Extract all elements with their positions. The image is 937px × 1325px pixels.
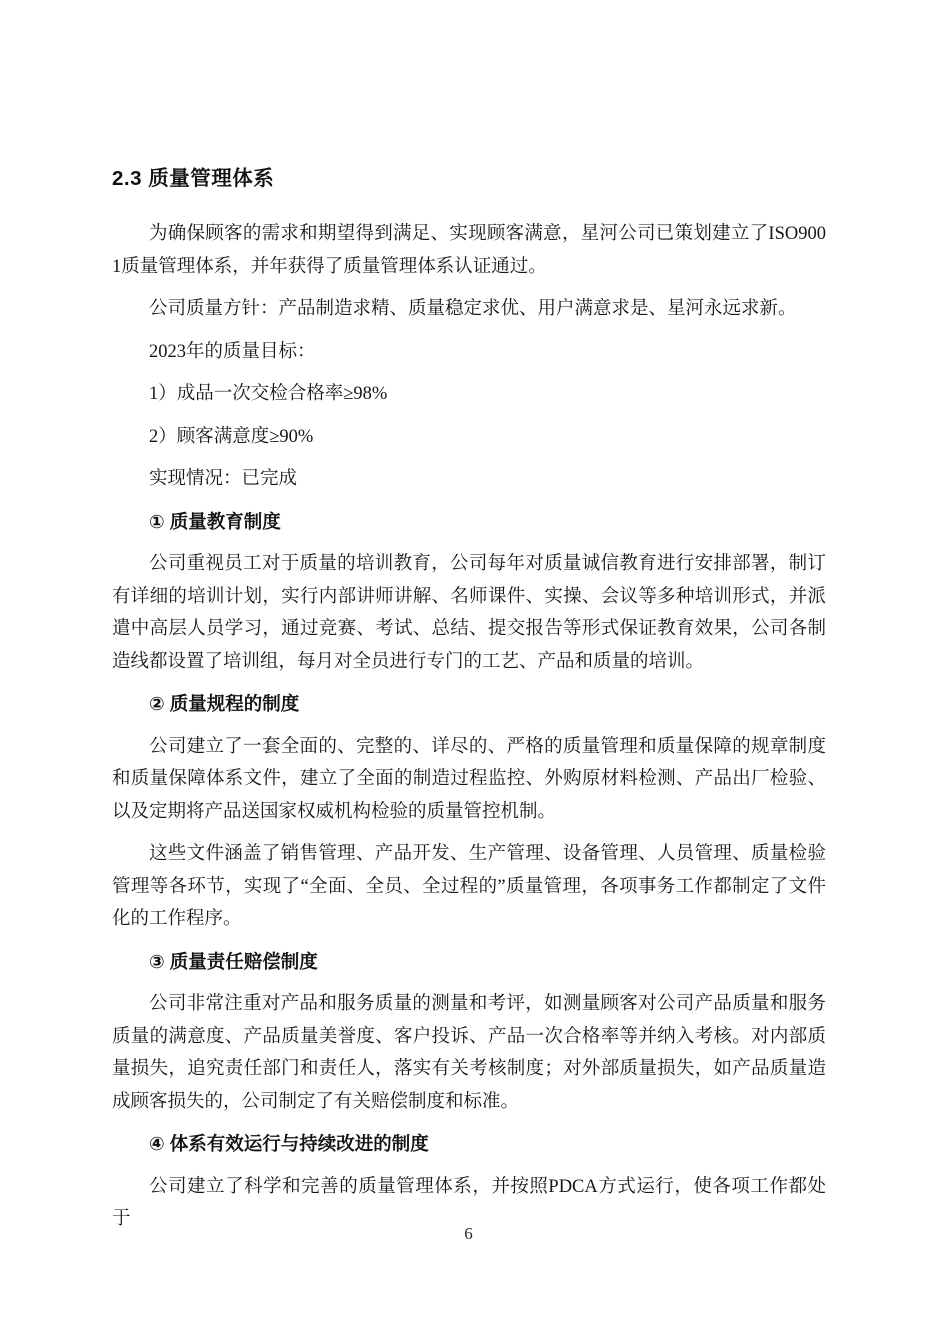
subheading-4-continuous-improvement: ④ 体系有效运行与持续改进的制度 bbox=[149, 1133, 429, 1154]
subheading-2-quality-regulations: ② 质量规程的制度 bbox=[149, 693, 300, 714]
section-heading: 2.3 质量管理体系 bbox=[112, 167, 275, 190]
paragraph-quality-education: 公司重视员工对于质量的培训教育，公司每年对质量诚信教育进行安排部署，制订有详细的培训计划，实行内部讲师讲解、名师课件、实操、会议等多种培训形式，并派遣中高层人员学习，通过竞赛、考试、总结、提交报告等形式保证教育效果，公司各制造线都设置了培训组，每月对全员进行专门的工艺、产品和质量的培训。 bbox=[112, 554, 826, 672]
paragraph-quality-liability: 公司非常注重对产品和服务质量的测量和考评，如测量顾客对公司产品质量和服务质量的满意度、产品质量美誉度、客户投诉、产品一次合格率等并纳入考核。对内部质量损失，追究责任部门和责任人，落实有关考核制度；对外部质量损失，如产品质量造成顾客损失的，公司制定了有关赔偿制度和标准。 bbox=[112, 994, 826, 1112]
paragraph-goal-2: 2）顾客满意度≥90% bbox=[149, 426, 314, 447]
paragraph-iso9001: 为确保顾客的需求和期望得到满足、实现顾客满意，星河公司已策划建立了ISO9001质量管理体系，并年获得了质量管理体系认证通过。 bbox=[112, 224, 826, 277]
paragraph-goal-1: 1）成品一次交检合格率≥98% bbox=[149, 384, 388, 404]
subheading-1-quality-education: ① 质量教育制度 bbox=[149, 510, 281, 532]
paragraph-goal-status: 实现情况：已完成 bbox=[149, 469, 298, 489]
paragraph-quality-regulations-1: 公司建立了一套全面的、完整的、详尽的、严格的质量管理和质量保障的规章制度和质量保障体系文件，建立了全面的制造过程监控、外购原材料检测、产品出厂检验、以及定期将产品送国家权威机构检验的质量管控机制。 bbox=[112, 736, 826, 822]
subheading-3-quality-liability: ③ 质量责任赔偿制度 bbox=[149, 950, 318, 972]
page-number: 6 bbox=[464, 1224, 473, 1243]
paragraph-quality-policy: 公司质量方针：产品制造求精、质量稳定求优、用户满意求是、星河永远求新。 bbox=[149, 299, 797, 319]
paragraph-continuous-improvement: 公司建立了科学和完善的质量管理体系，并按照PDCA方式运行，使各项工作都处于 bbox=[112, 1176, 826, 1229]
page-content bbox=[112, 162, 826, 1246]
paragraph-quality-goals-title: 2023年的质量目标： bbox=[149, 341, 316, 362]
paragraph-quality-regulations-2: 这些文件涵盖了销售管理、产品开发、生产管理、设备管理、人员管理、质量检验管理等各环节，实现了“全面、全员、全过程的”质量管理，各项事务工作都制定了文件化的工作程序。 bbox=[112, 844, 826, 929]
